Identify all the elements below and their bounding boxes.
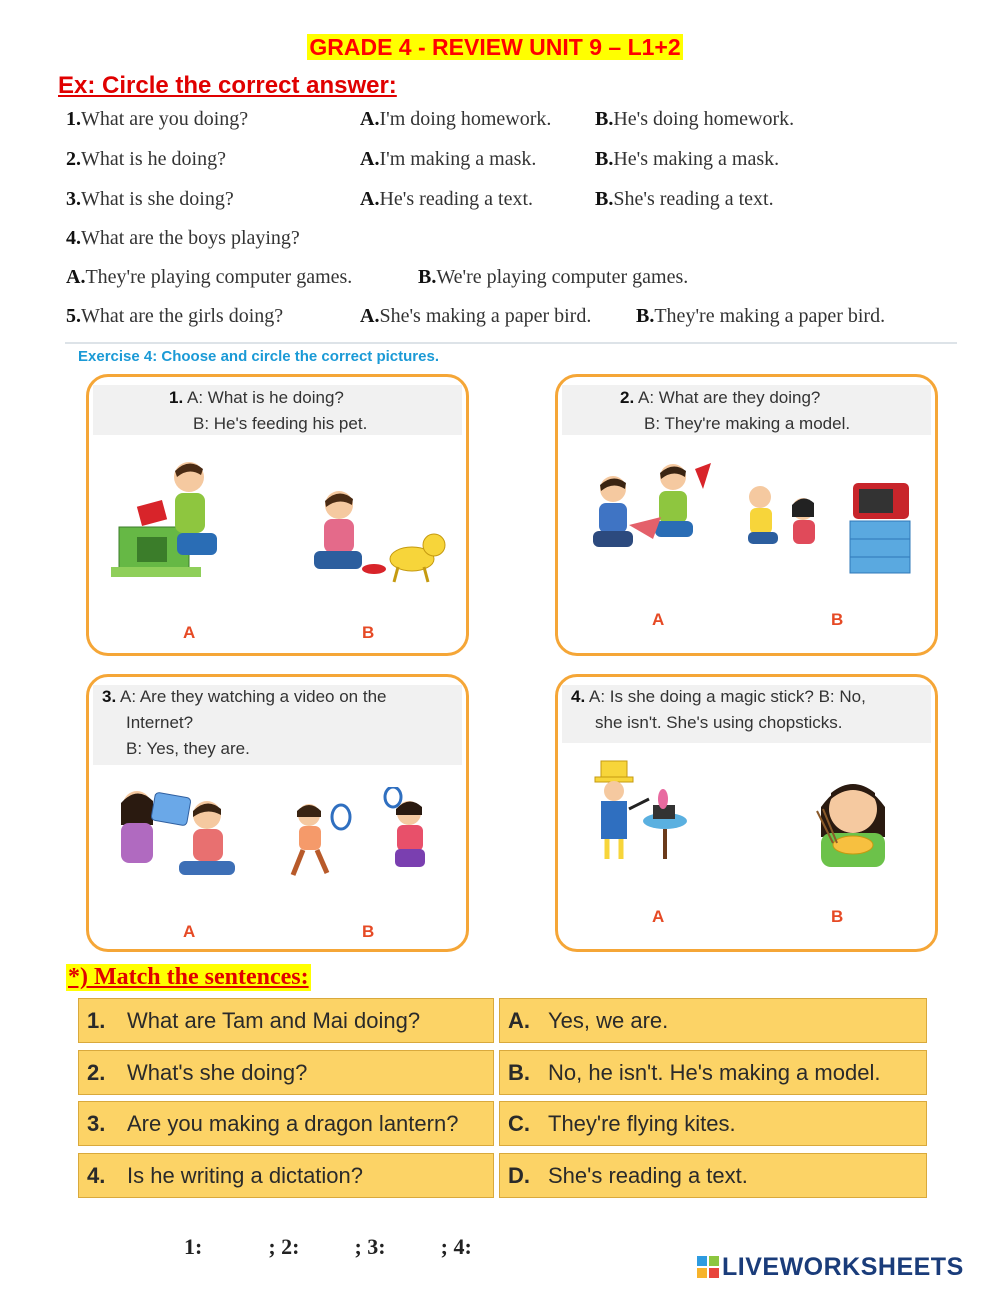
- match-right-d: D. She's reading a text.: [499, 1153, 927, 1198]
- box-4-label-a[interactable]: A: [652, 907, 665, 926]
- exercise4-heading: Exercise 4: Choose and circle the correct pictures.: [78, 348, 439, 365]
- divider: [65, 342, 957, 344]
- magician-illustration[interactable]: [583, 759, 703, 869]
- box-2-answer: B: They're making a model.: [644, 414, 851, 433]
- question-1: 1.What are you doing?: [66, 108, 249, 130]
- question-4-option-b[interactable]: B.We're playing computer games.: [418, 266, 689, 288]
- children-making-model-illustration[interactable]: [583, 459, 723, 569]
- question-3-option-b[interactable]: B.She's reading a text.: [595, 188, 774, 210]
- question-4: 4.What are the boys playing?: [66, 227, 300, 249]
- question-5-option-b[interactable]: B.They're making a paper bird.: [636, 305, 886, 327]
- question-3: 3.What is she doing?: [66, 188, 234, 210]
- answer-line[interactable]: 1: ; 2: ; 3: ; 4:: [184, 1234, 472, 1259]
- question-5: 5.What are the girls doing?: [66, 305, 284, 327]
- question-4-option-a[interactable]: A.They're playing computer games.: [66, 266, 353, 288]
- question-3-option-a[interactable]: A.He's reading a text.: [360, 188, 533, 210]
- picture-box-2: [555, 374, 938, 656]
- match-right-c: C. They're flying kites.: [499, 1101, 927, 1146]
- picture-box-4: [555, 674, 938, 952]
- box-3-label-a[interactable]: A: [183, 922, 196, 941]
- liveworksheets-logo: LIVEWORKSHEETS: [697, 1253, 964, 1282]
- box-1-label-a[interactable]: A: [183, 623, 196, 642]
- match-left-1: 1. What are Tam and Mai doing?: [78, 998, 494, 1043]
- question-2: 2.What is he doing?: [66, 148, 226, 170]
- question-1-option-b[interactable]: B.He's doing homework.: [595, 108, 795, 130]
- question-2-option-b[interactable]: B.He's making a mask.: [595, 148, 780, 170]
- box-1-answer: B: He's feeding his pet.: [193, 414, 368, 433]
- children-watching-tablet-illustration[interactable]: [109, 777, 244, 887]
- question-5-option-a[interactable]: A.She's making a paper bird.: [360, 305, 592, 327]
- picture-box-1: [86, 374, 469, 656]
- box-2-label-b[interactable]: B: [831, 610, 844, 629]
- box-3-question-cont: Internet?: [126, 713, 194, 732]
- box-2-label-a[interactable]: A: [652, 610, 665, 629]
- children-watching-tv-illustration[interactable]: [738, 477, 918, 577]
- match-left-4: 4. Is he writing a dictation?: [78, 1153, 494, 1198]
- box-4-label-b[interactable]: B: [831, 907, 844, 926]
- box-4-answer: she isn't. She's using chopsticks.: [595, 713, 843, 732]
- box-3-label-b[interactable]: B: [362, 922, 375, 941]
- box-1-label-b[interactable]: B: [362, 623, 375, 642]
- question-1-option-a[interactable]: A.I'm doing homework.: [360, 108, 552, 130]
- boy-feeding-cat-illustration[interactable]: [294, 487, 454, 587]
- box-3-question: 3. A: Are they watching a video on the: [102, 687, 387, 706]
- boy-building-model-illustration[interactable]: [109, 457, 259, 587]
- children-playing-badminton-illustration[interactable]: [269, 787, 449, 887]
- box-2-question: 2. A: What are they doing?: [620, 388, 821, 407]
- match-right-b: B. No, he isn't. He's making a model.: [499, 1050, 927, 1095]
- question-2-option-a[interactable]: A.I'm making a mask.: [360, 148, 537, 170]
- logo-icon: [697, 1256, 719, 1278]
- match-left-2: 2. What's she doing?: [78, 1050, 494, 1095]
- box-4-question: 4. A: Is she doing a magic stick? B: No,: [571, 687, 866, 706]
- girl-using-chopsticks-illustration[interactable]: [803, 767, 903, 877]
- exercise1-heading: Ex: Circle the correct answer:: [58, 72, 397, 99]
- match-right-a: A. Yes, we are.: [499, 998, 927, 1043]
- match-heading: *) Match the sentences:: [68, 964, 309, 990]
- picture-box-3: [86, 674, 469, 952]
- box-3-answer: B: Yes, they are.: [126, 739, 250, 758]
- box-1-question: 1. A: What is he doing?: [169, 388, 344, 407]
- match-left-3: 3. Are you making a dragon lantern?: [78, 1101, 494, 1146]
- page-title: GRADE 4 - REVIEW UNIT 9 – L1+2: [309, 34, 681, 60]
